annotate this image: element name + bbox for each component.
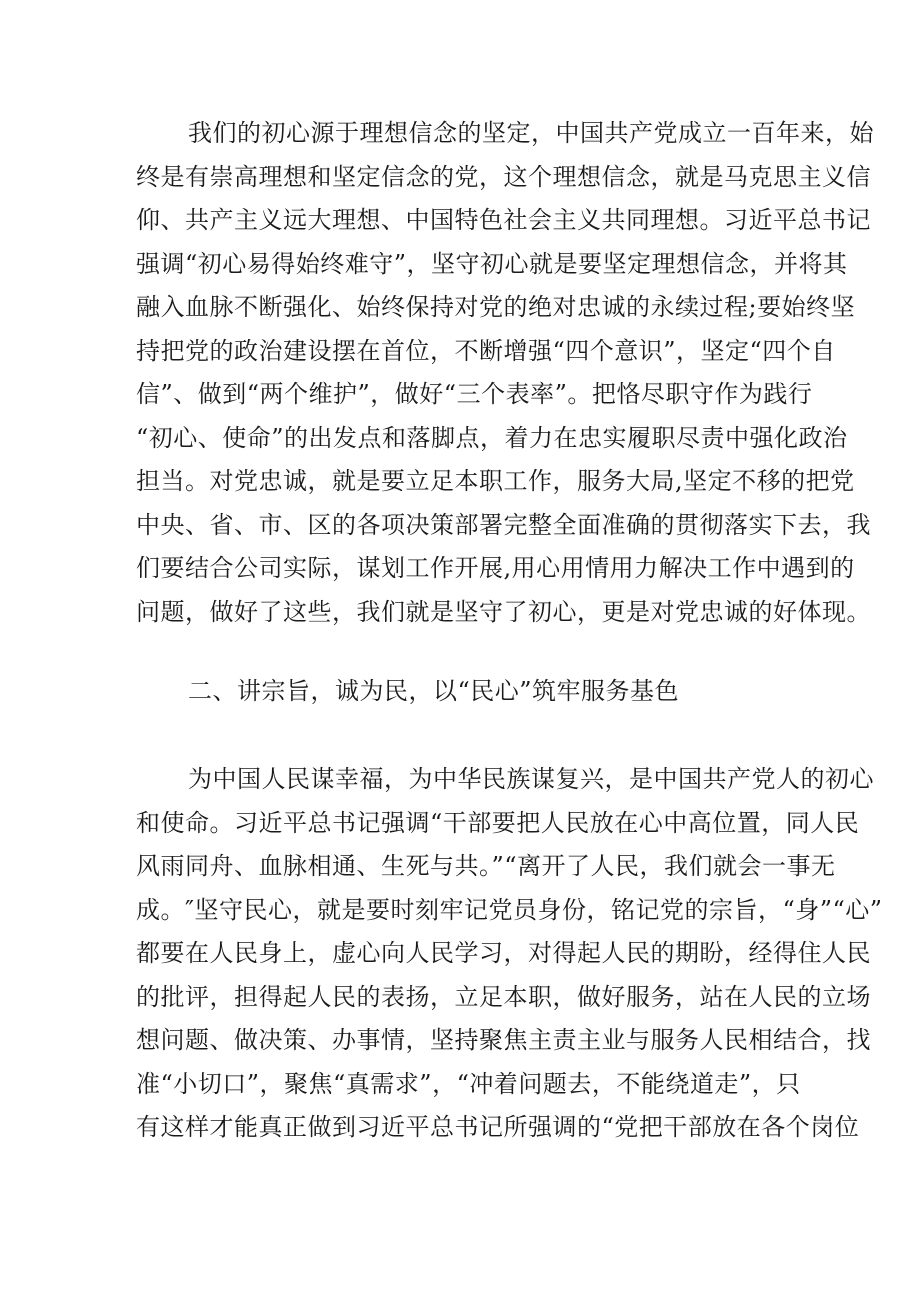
paragraph-line: 问题，做好了这些，我们就是坚守了初心，更是对党忠诚的好体现。 xyxy=(136,597,871,626)
paragraph-line: 持把党的政治建设摆在首位，不断增强“四个意识”，坚定“四个自 xyxy=(136,336,836,365)
paragraph-line: 想问题、做决策、办事情，坚持聚焦主责主业与服务人民相结合，找 xyxy=(136,1026,871,1054)
paragraph-2 xyxy=(136,758,883,1150)
paragraph-line: 融入血脉不断强化、始终保持对党的绝对忠诚的永续过程;要始终坚 xyxy=(136,293,856,321)
paragraph-line: 担当。对党忠诚，就是要立足本职工作，服务大局,坚定不移的把党 xyxy=(136,467,855,495)
paragraph-line: 仰、共产主义远大理想、中国特色社会主义共同理想。习近平总书记 xyxy=(136,206,871,234)
paragraph-line: 和使命。习近平总书记强调“干部要把人民放在心中高位置，同人民 xyxy=(136,808,860,837)
paragraph-line: 都要在人民身上，虚心向人民学习，对得起人民的期盼，经得住人民 xyxy=(136,939,871,967)
paragraph-line: 终是有崇高理想和坚定信念的党，这个理想信念，就是马克思主义信 xyxy=(136,162,871,191)
paragraph-line: 为中国人民谋幸福，为中华民族谋复兴，是中国共产党人的初心 xyxy=(188,765,874,793)
paragraph-line: “初心、使命”的出发点和落脚点，着力在忠实履职尽责中强化政治 xyxy=(136,423,848,452)
paragraph-line: 风雨同舟、血脉相通、生死与共。”“离开了人民，我们就会一事无 xyxy=(136,852,836,880)
section-heading xyxy=(136,670,796,714)
paragraph-line: 的批评，担得起人民的表扬，立足本职，做好服务，站在人民的立场 xyxy=(136,982,871,1011)
paragraph-line: 有这样才能真正做到习近平总书记所强调的“党把干部放在各个岗位 xyxy=(136,1113,860,1141)
paragraph-line: 们要结合公司实际，谋划工作开展,用心用情用力解决工作中遇到的 xyxy=(136,554,855,582)
paragraph-line: 成。″坚守民心，就是要时刻牢记党员身份，铭记党的宗旨，“身”“心” xyxy=(136,895,883,924)
paragraph-line: 强调“初心易得始终难守”，坚守初心就是要坚定理想信念，并将其 xyxy=(136,249,848,278)
paragraph-line: 中央、省、市、区的各项决策部署完整全面准确的贯彻落实下去，我 xyxy=(136,510,871,539)
paragraph-line: 信”、做到“两个维护”，做好“三个表率”。把恪尽职守作为践行 xyxy=(136,380,813,408)
paragraph-line: 准“小切口”，聚焦“真需求”，“冲着问题去，不能绕道走”，只 xyxy=(136,1069,801,1098)
section-heading-text: 二、讲宗旨，诚为民，以“民心”筑牢服务基色 xyxy=(188,677,680,705)
paragraph-1 xyxy=(136,112,874,634)
paragraph-line: 我们的初心源于理想信念的坚定，中国共产党成立一百年来，始 xyxy=(188,119,874,147)
